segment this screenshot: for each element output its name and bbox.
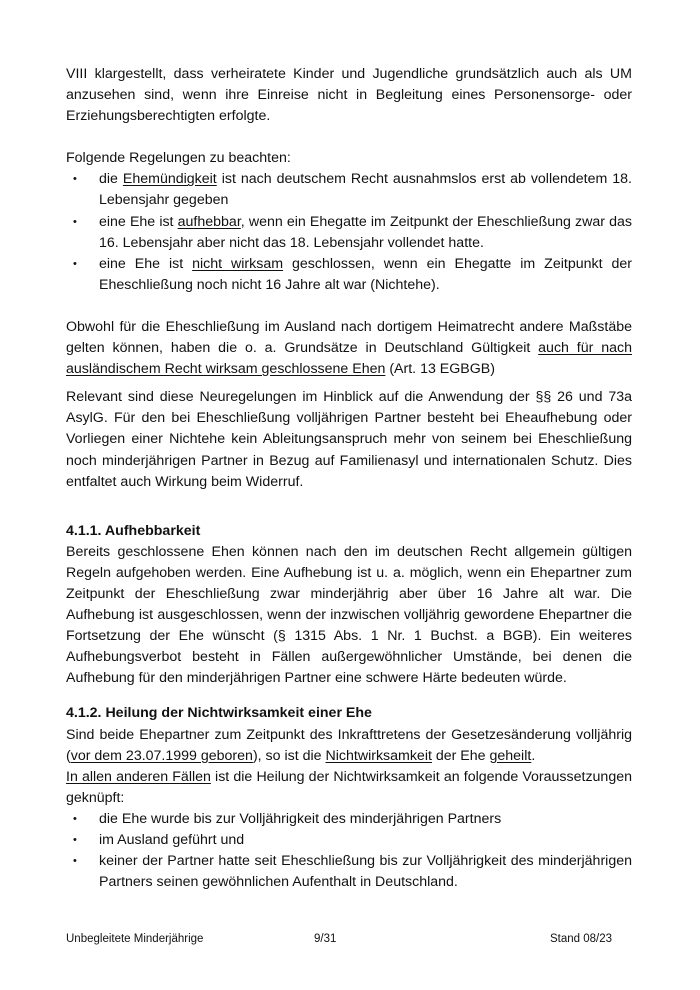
underlined-term: Ehemündigkeit xyxy=(122,171,217,188)
conditions-list xyxy=(66,809,632,893)
list-item: • eine Ehe ist aufhebbar, wenn ein Ehegatte im Zeitpunkt der Eheschließung zwar das 16. Lebensjahr aber nicht das 18. Lebensjahr vollendet hatte. xyxy=(66,212,632,254)
section-heading-4-1-1: 4.1.1. Aufhebbarkeit xyxy=(66,522,201,539)
list-item: • im Ausland geführt und xyxy=(66,830,632,851)
footer-page-number: 9/31 xyxy=(314,933,337,945)
underlined-term: auch für nach ausländischem Recht wirksam geschlossene Ehen xyxy=(66,340,632,378)
section-heading-4-1-2: 4.1.2. Heilung der Nichtwirksamkeit einer Ehe xyxy=(66,705,372,722)
paragraph-foreign-marriage: Obwohl für die Eheschließung im Ausland nach dortigem Heimatrecht andere Maßstäbe gelten können, haben die o. a. Grundsätze in Deutschland Gültigkeit auch für nach ausländischem Recht wirksam geschlossene Ehen (Art. 13 EGBGB) xyxy=(66,318,632,378)
section-4-1-1-text: Bereits geschlossene Ehen können nach den im deutschen Recht allgemein gültigen Regeln aufgehoben werden. Eine Aufhebung ist u. a. möglich, wenn ein Ehepartner zum Zeitpunkt der Eheschließung zwar minderjährig aber über 16 Jahre alt war. Die Aufhebung ist ausgeschlossen, wenn der inzwischen volljährig gewordene Ehepartner die Fortsetzung der Ehe wünscht (§ 1315 Abs. 1 Nr. 1 Buchst. a BGB). Ein weiteres Aufhebungsverbot besteht in Fällen außergewöhnlicher Umstände, bei denen die Aufhebung für den minderjährigen Partner eine schwere Härte bedeuten würde. xyxy=(66,543,632,687)
underlined-term: In allen anderen Fällen xyxy=(66,768,211,785)
section-4-1-2-text: Sind beide Ehepartner zum Zeitpunkt des Inkrafttretens der Gesetzesänderung volljährig (vor dem 23.07.1999 geboren), so ist die Nichtwirksamkeit der Ehe geheilt. xyxy=(66,726,632,764)
paragraph-top: VIII klargestellt, dass verheiratete Kinder und Jugendliche grundsätzlich auch als UM anzusehen sind, wenn ihre Einreise nicht in Begleitung eines Personensorge- oder Erziehungsberechtigten erfolgte. xyxy=(66,66,632,125)
page-footer xyxy=(66,933,612,949)
rules-intro: Folgende Regelungen zu beachten: xyxy=(66,150,291,167)
underlined-term: geheilt xyxy=(489,747,532,764)
underlined-term: Nichtwirksamkeit xyxy=(325,747,432,764)
underlined-term: vor dem 23.07.1999 geboren xyxy=(70,747,253,764)
footer-version: Stand 08/23 xyxy=(549,933,612,945)
paragraph-relevance: Relevant sind diese Neuregelungen im Hinblick auf die Anwendung der §§ 26 und 73a AsylG. Für den bei Eheschließung volljährigen Partner besteht bei Eheaufhebung oder Vorliegen einer Nichtehe kein Ableitungsanspruch mehr von seinem bei Eheschließung noch minderjährigen Partner in Bezug auf Familienasyl und internationalen Schutz. Dies entfaltet auch Wirkung beim Widerruf. xyxy=(66,389,632,490)
list-item: • keiner der Partner hatte seit Eheschließung bis zur Volljährigkeit des minderjährigen Partners seinen gewöhnlichen Aufenthalt in Deutschland. xyxy=(66,851,632,893)
list-item: • die Ehe wurde bis zur Volljährigkeit des minderjährigen Partners xyxy=(66,809,632,830)
section-4-1-2-conditions-intro: In allen anderen Fällen ist die Heilung der Nichtwirksamkeit an folgende Voraussetzungen geknüpft: xyxy=(66,768,632,806)
list-item: • eine Ehe ist nicht wirksam geschlossen, wenn ein Ehegatte im Zeitpunkt der Eheschließung noch nicht 16 Jahre alt war (Nichtehe). xyxy=(66,254,632,296)
document-page xyxy=(66,64,632,893)
underlined-term: aufhebbar xyxy=(177,213,241,230)
rules-list xyxy=(66,169,632,296)
footer-document-title: Unbegleitete Minderjährige xyxy=(66,933,204,945)
list-item: • die Ehemündigkeit ist nach deutschem Recht ausnahmslos erst ab vollendetem 18. Lebensjahr gegeben xyxy=(66,169,632,211)
underlined-term: nicht wirksam xyxy=(192,255,284,272)
